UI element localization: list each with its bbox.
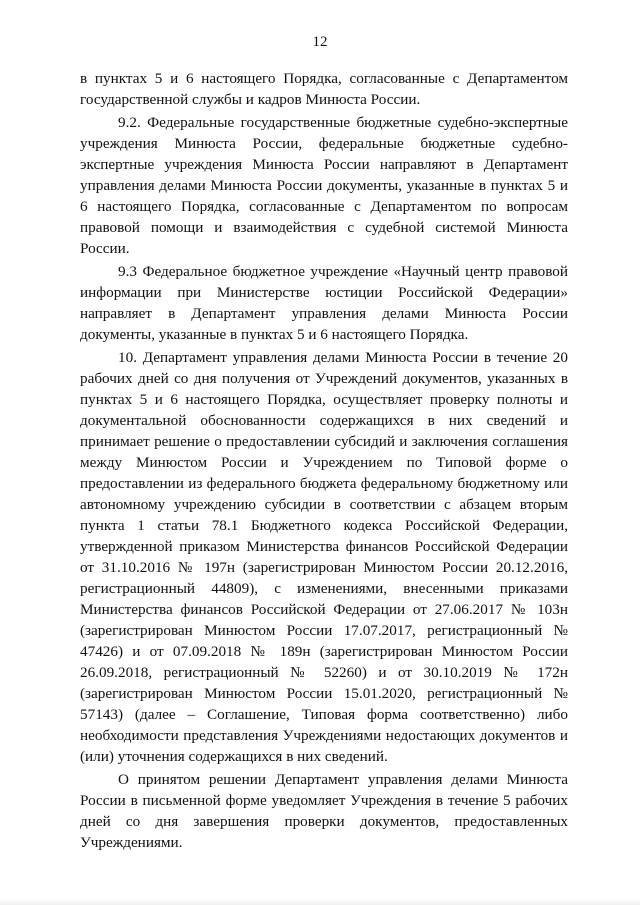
document-body — [80, 68, 568, 853]
paragraph-9-2: 9.2. Федеральные государственные бюджетные судебно-экспертные учреждения Минюста России, федеральные бюджетные судебно-экспертные учреждения Минюста России направляют в Департамент управления делами Минюста России документы, указанные в пунктах 5 и 6 настоящего Порядка, согласованные с Департаментом по вопросам правовой помощи и взаимодействия с судебной системой Минюста России. — [80, 114, 568, 257]
paragraph-9-3: 9.3 Федеральное бюджетное учреждение «Научный центр правовой информации при Министерстве юстиции Российской Федерации» направляет в Департамент управления делами Минюста России документы, указанные в пунктах 5 и 6 настоящего Порядка. — [80, 263, 568, 343]
scan-edge-shadow — [0, 899, 640, 905]
paragraph-decision-notice: О принятом решении Департамент управления делами Минюста России в письменной форме уведомляет Учреждения в течение 5 рабочих дней со дня завершения проверки документов, предоставленных Учреждениями. — [80, 771, 568, 851]
page-number: 12 — [312, 34, 328, 50]
paragraph-continuation: в пунктах 5 и 6 настоящего Порядка, согласованные с Департаментом государственной службы и кадров Минюста России. — [80, 70, 568, 108]
paragraph-10: 10. Департамент управления делами Минюста России в течение 20 рабочих дней со дня получения от Учреждений документов, указанных в пунктах 5 и 6 настоящего Порядка, осуществляет проверку полноты и документальной обоснованности содержащихся в них сведений и принимает решение о предоставлении субсидий и заключения соглашения между Минюстом России и Учреждением по Типовой форме о предоставлении из федерального бюджета федеральному бюджетному или автономному учреждению субсидии в соответствии с абзацем вторым пункта 1 статьи 78.1 Бюджетного кодекса Российской Федерации, утвержденной приказом Министерства финансов Российской Федерации от 31.10.2016 № 197н (зарегистрирован Минюстом России 20.12.2016, регистрационный 44809), с изменениями, внесенными приказами Министерства финансов Российской Федерации от 27.06.2017 № 103н (зарегистрирован Минюстом России 17.07.2017, регистрационный № 47426) и от 07.09.2018 № 189н (зарегистрирован Минюстом России 26.09.2018, регистрационный № 52260) и от 30.10.2019 № 172н (зарегистрирован Минюстом России 15.01.2020, регистрационный № 57143) (далее – Соглашение, Типовая форма соответственно) либо необходимости представления Учреждениями недостающих документов и (или) уточнения содержащихся в них сведений. — [80, 349, 568, 765]
